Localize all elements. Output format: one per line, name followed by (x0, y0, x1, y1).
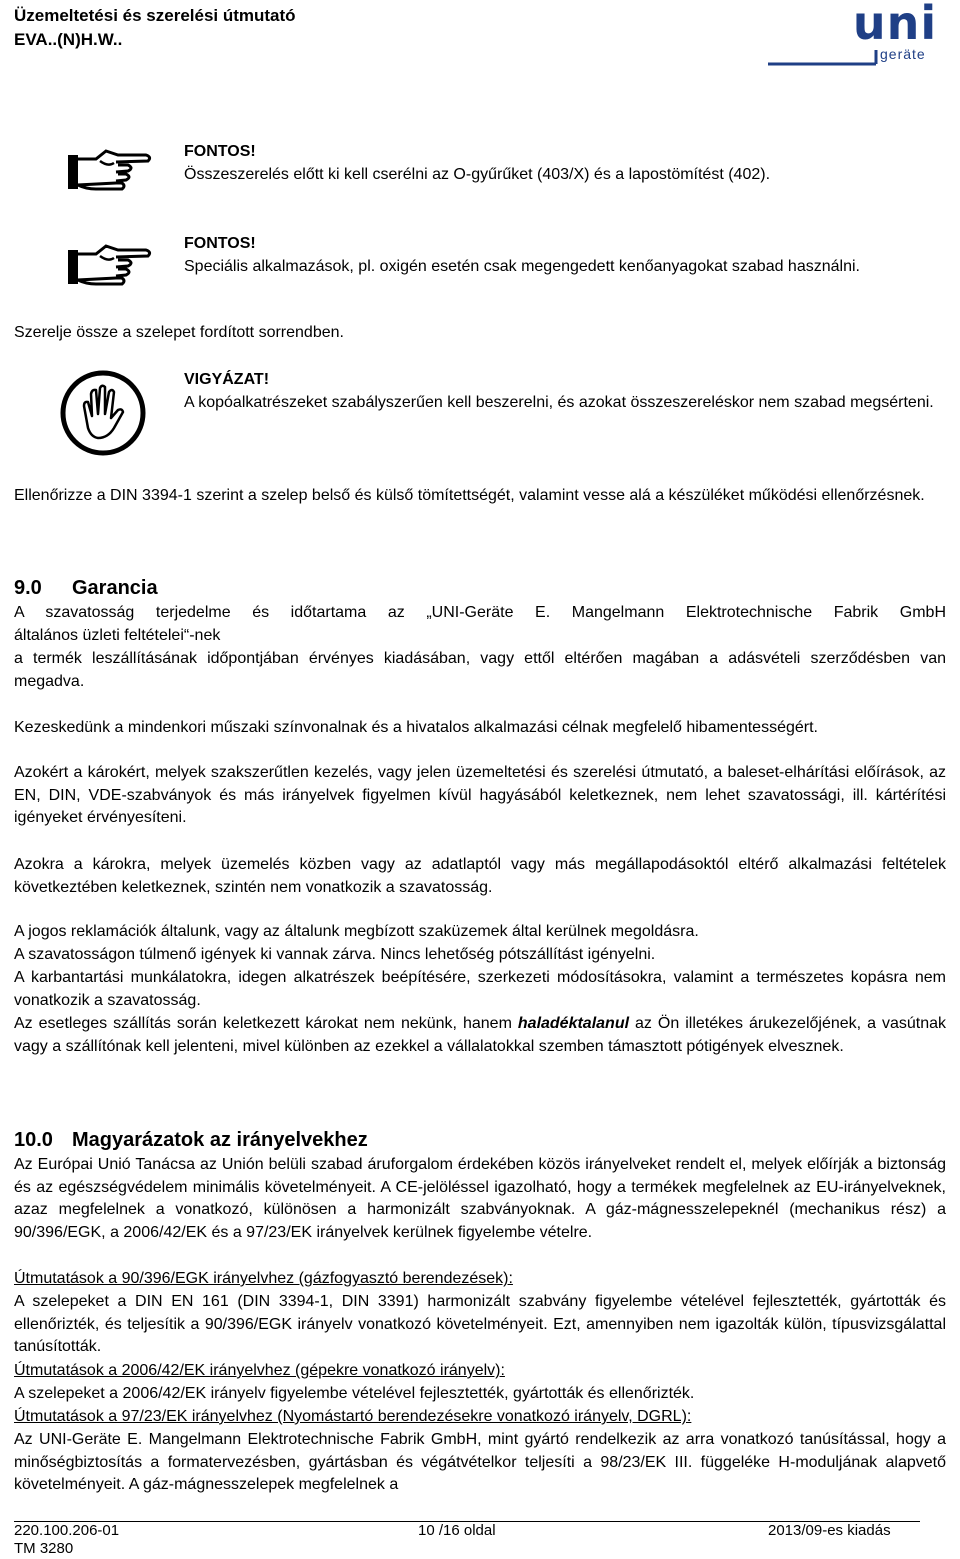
directive-text: A szelepeket a 2006/42/EK irányelv figyelembe vételével fejlesztették, gyártották és ellenőrizték. (14, 1385, 695, 1402)
section-title: Garancia (72, 577, 158, 599)
note-text: Speciális alkalmazások, pl. oxigén esetén csak megengedett kenőanyagokat szabad használni. (184, 257, 860, 275)
section-number: 9.0 (14, 577, 42, 599)
company-logo (840, 2, 950, 68)
warranty-paragraph: A karbantartási munkálatokra, idegen alkatrészek beépítésére, szerkezeti módosításokra, valamint a természetes kopásra nem vonatkozik a szavatosság. (14, 969, 946, 1009)
tightness-check-text: Ellenőrizze a DIN 3394-1 szerint a szelep belső és külső tömítettségét, valamint vesse alá a készüléket működési ellenőrzésnek. (14, 487, 925, 504)
note-text: Összeszerelés előtt ki kell cserélni az O-gyűrűket (403/X) és a lapostömítést (402). (184, 165, 771, 183)
directive-heading: Útmutatások a 90/396/EGK irányelvhez (gázfogyasztó berendezések): (14, 1270, 513, 1287)
logo-swoosh (768, 48, 878, 68)
document-title: Üzemeltetési és szerelési útmutató (14, 6, 296, 25)
logo-wordmark: uni (852, 0, 938, 50)
warranty-paragraph: A szavatosságon túlmenő igények ki vannak zárva. Nincs lehetőség pótszállítást igényelni. (14, 946, 656, 963)
footer-edition: 2013/09-es kiadás (768, 1522, 891, 1539)
warranty-paragraph-line: A szavatosság terjedelme és időtartama az „UNI-Geräte E. Mangelmann Elektrotechnische Fabrik GmbH (14, 604, 946, 621)
section-heading-9 (14, 576, 158, 600)
emphasis-text: haladéktalanul (517, 1015, 630, 1032)
caution-title: VIGYÁZAT! (184, 371, 270, 388)
note-important-1 (184, 141, 958, 186)
section-heading-10 (14, 1128, 368, 1152)
note-important-2 (184, 233, 958, 278)
footer-page: 10 /16 oldal (418, 1522, 496, 1539)
reassemble-instruction: Szerelje össze a szelepet fordított sorrendben. (14, 324, 344, 341)
logo-subtext: geräte (880, 46, 926, 62)
section-title: Magyarázatok az irányelvekhez (72, 1129, 368, 1151)
pointing-hand-icon (66, 240, 156, 290)
directive-text: Az UNI-Geräte E. Mangelmann Elektrotechnische Fabrik GmbH, mint gyártó rendelkezik az arra vonatkozó tanúsítással, hogy a minőségbiztosítás a formatervezésben, gyártásban és végátvételkor teljesíti a 98/23/EK III. függeléke H-moduljának alapvető követelményeit. A gáz-mágnesszelepek megfelelnek a (14, 1431, 946, 1494)
warranty-paragraph (14, 1013, 946, 1058)
warranty-paragraph: a termék leszállításának időpontjában érvényes kiadásában, vagy ettől eltérően magában a adásvételi szerződésben van megadva. (14, 650, 946, 690)
document-model: EVA..(N)H.W.. (14, 30, 123, 49)
directive-heading: Útmutatások a 2006/42/EK irányelvhez (gépekre vonatkozó irányelv): (14, 1362, 505, 1379)
directives-paragraph: Az Európai Unió Tanácsa az Unión belüli szabad áruforgalom érdekében közös irányelveket rendelt el, melyek előírják a biztonság és az egészségvédelem minimális követelményeit. A CE-jelöléssel igazolható, hogy a termékek megfelelnek az EU-irányelveknek, azaz megfelelnek a vonatkozó, különösen a harmonizált szabványoknak. A gáz-mágnesszelepeknél (mechanikus rész) a 90/396/EGK, a 2006/42/EK és a 97/23/EK irányelvek kerülnek figyelembe vételre. (14, 1156, 946, 1241)
footer-tm: TM 3280 (14, 1540, 74, 1557)
text-run: Az esetleges szállítás során keletkezett károkat nem nekünk, hanem (14, 1015, 518, 1032)
note-title: FONTOS! (184, 235, 256, 252)
directive-text: A szelepeket a DIN EN 161 (DIN 3394-1, DIN 3391) harmonizált szabvány figyelembe vételével fejlesztették, gyártották és ellenőrizték, és teljesítik a 90/396/EGK irányelv vonatkozó követelményeit. Ezt, amennyiben nem igazolták külön, típusvizsgálattal tanúsították. (14, 1293, 946, 1356)
note-title: FONTOS! (184, 143, 256, 160)
pointing-hand-icon (66, 145, 156, 195)
text-run: az Ön illetékes árukezelőjének, a vasútnak vagy a szállítónak kell jelenteni, mivel különben az ezekkel a vállalatokkal szemben támasztott pótigények elvesznek. (14, 1015, 947, 1055)
stop-hand-icon (58, 368, 148, 458)
warranty-paragraph: Azokra a károkra, melyek üzemelés közben vagy az adatlaptól vagy más megállapodásoktól eltérő alkalmazási feltételek következtében keletkeznek, szintén nem vonatkozik a szavatosság. (14, 856, 946, 896)
directive-heading: Útmutatások a 97/23/EK irányelvhez (Nyomástartó berendezésekre vonatkozó irányelv, DGRL): (14, 1408, 692, 1425)
warranty-paragraph: A jogos reklamációk általunk, vagy az általunk megbízott szaküzemek által kerülnek megoldásra. (14, 923, 699, 940)
section-number: 10.0 (14, 1129, 53, 1151)
footer-doc-number: 220.100.206-01 (14, 1522, 120, 1539)
warranty-paragraph-line: általános üzleti feltételei“-nek (14, 627, 221, 644)
warranty-paragraph: Kezeskedünk a mindenkori műszaki színvonalnak és a hivatalos alkalmazási célnak megfelelő hibamentességért. (14, 719, 818, 736)
caution-block (184, 369, 958, 414)
warranty-paragraph: Azokért a károkért, melyek szakszerűtlen kezelés, vagy jelen üzemeltetési és szerelési útmutató, a baleset-elhárítási előírások, az EN, DIN, VDE-szabványok és más irányelvek figyelmen kívül hagyásából keletkeznek, nem lehet szavatossági, ill. kártérítési igényeket érvényesíteni. (14, 764, 946, 827)
caution-text: A kopóalkatrészeket szabályszerűen kell beszerelni, és azokat összeszereléskor nem szabad megsérteni. (184, 393, 934, 411)
